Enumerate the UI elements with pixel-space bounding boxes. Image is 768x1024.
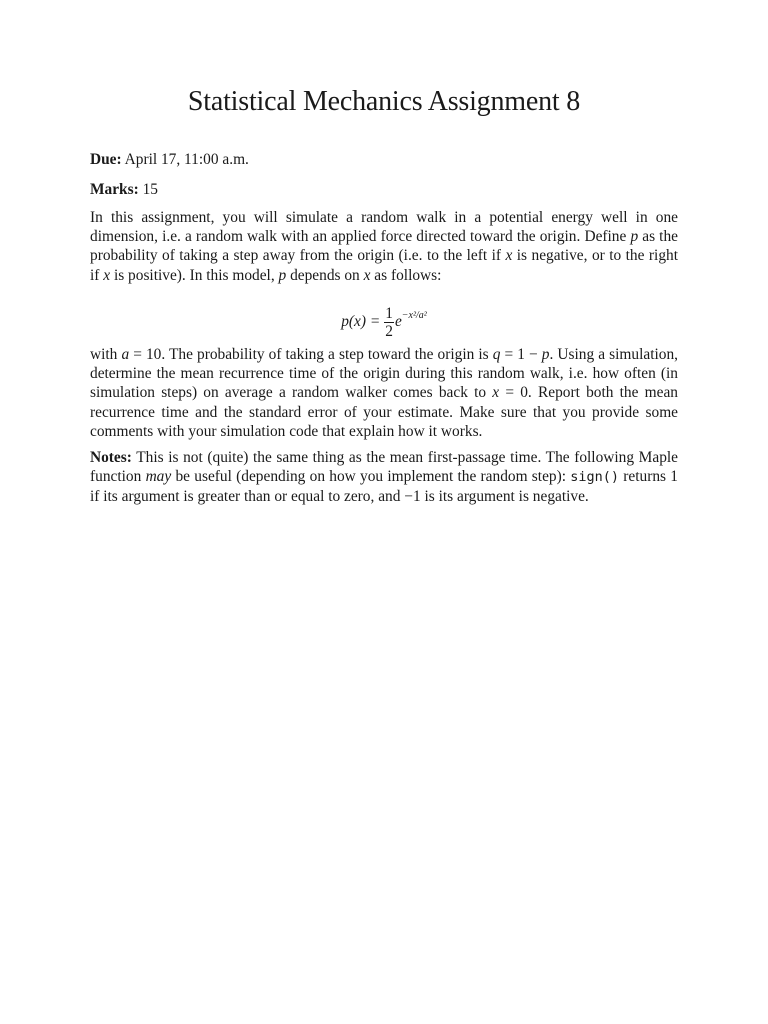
code-sign: sign() <box>570 469 620 486</box>
intro-paragraph: In this assignment, you will simulate a random walk in a potential energy well in one dimension, i.e. a random walk with an applied force directed toward the origin. Define p as the probability of taking a step away from the origin (i.e. to the left if x is negative, or to the right if x is positive). In this model, p depends on x as follows: <box>90 209 678 284</box>
body-paragraph: with a = 10. The probability of taking a step toward the origin is q = 1 − p. Using a simulation, determine the mean recurrence time of the origin during this random walk, i.e. how often (in simulation steps) on average a random walker comes back to x = 0. Report both the mean recurrence time and the standard error of your estimate. Make sure that you provide some comments with your simulation code that explain how it works. <box>90 346 678 440</box>
equation-base: e <box>394 313 402 330</box>
marks-value: 15 <box>142 181 158 198</box>
probability-equation <box>90 296 678 340</box>
notes-label: Notes: <box>90 449 132 466</box>
marks-line <box>90 180 158 199</box>
equation-exponent: −x²/a² <box>401 310 427 321</box>
equation-lhs: p(x) = <box>341 313 381 330</box>
equation-fraction: $\frac{1}{2}$ <box>385 304 393 340</box>
due-line <box>90 150 249 169</box>
due-label: Due: <box>90 151 122 168</box>
marks-label: Marks: <box>90 181 139 198</box>
notes-paragraph: Notes: This is not (quite) the same thing as the mean first-passage time. The following Maple function may be useful (depending on how you implement the random step): sign() returns 1 if its argument is greater than or equal to zero, and −1 is its argument is negative. <box>90 449 678 506</box>
due-value: April 17, 11:00 a.m. <box>124 151 249 168</box>
document-title: Statistical Mechanics Assignment 8 <box>187 86 581 117</box>
